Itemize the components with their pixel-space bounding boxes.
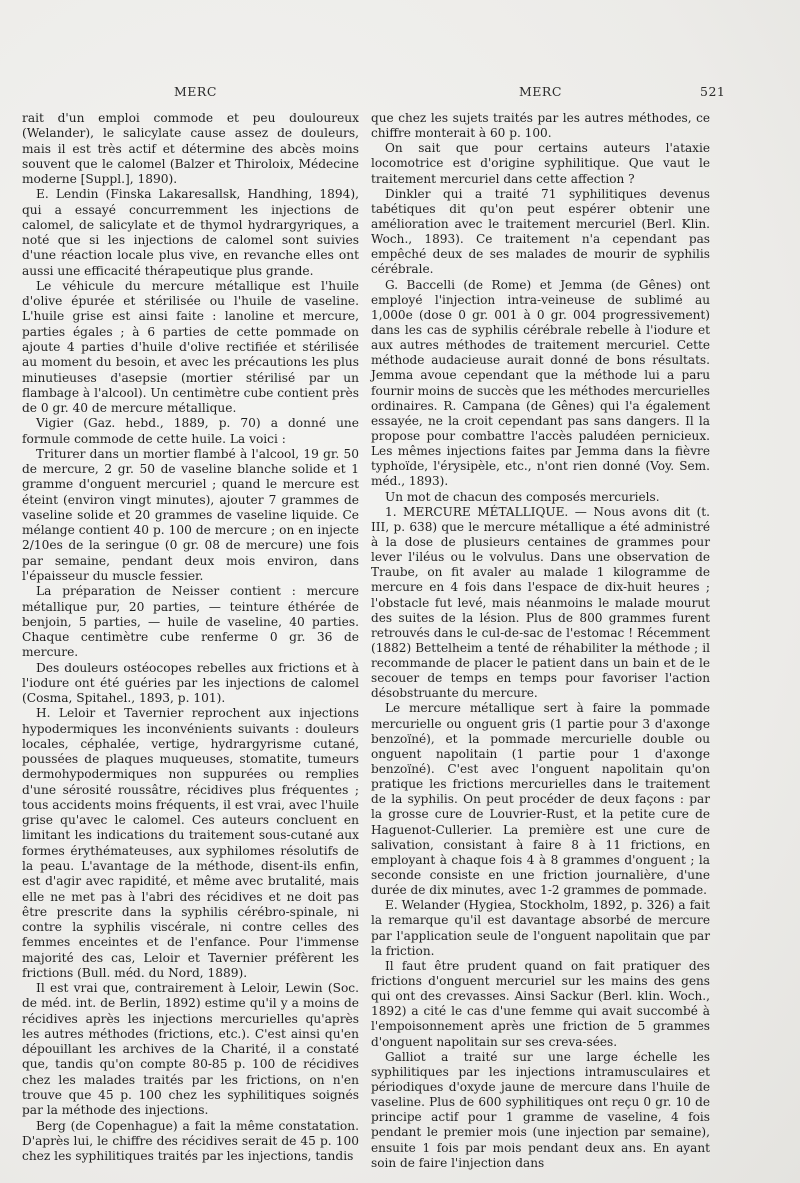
paragraph: Dinkler qui a traité 71 syphilitiques devenus tabétiques dit qu'on peut espérer obtenir une amélioration avec le traitement mercuriel (Berl. Klin. Woch., 1893). Ce traitement n'a cependant pas empêché deux de ses malades de mourir de syphilis cérébrale. xyxy=(371,186,710,277)
paragraph: G. Baccelli (de Rome) et Jemma (de Gênes) ont employé l'injection intra-veineuse de sublimé au 1,000e (dose 0 gr. 001 à 0 gr. 004 progressivement) dans les cas de syphilis cérébrale rebelle à l'iodure et aux autres méthodes de traitement mercuriel. Cette méthode audacieuse aurait donné de bons résultats. Jemma avoue cependant que la méthode lui a paru fournir moins de succès que les méthodes mercurielles ordinaires. R. Campana (de Gênes) qui l'a également essayée, ne la croit cependant pas sans dangers. Il la propose pour combattre l'accès paludéen pernicieux. Les mêmes injections faites par Jemma dans la fièvre typhoïde, l'érysipèle, etc., n'ont rien donné (Voy. Sem. méd., 1893). xyxy=(371,277,710,489)
paragraph: La préparation de Neisser contient : mercure métallique pur, 20 parties, — teinture éthérée de benjoin, 5 parties, — huile de vaseline, 40 parties. Chaque centimètre cube renferme 0 gr. 36 de mercure. xyxy=(22,584,359,660)
paragraph: Triturer dans un mortier flambé à l'alcool, 19 gr. 50 de mercure, 2 gr. 50 de vaseline blanche solide et 1 gramme d'onguent mercuriel ; quand le mercure est éteint (environ vingt minutes), ajouter 7 grammes de vaseline solide et 20 grammes de vaseline liquide. Ce mélange contient 40 p. 100 de mercure ; on en injecte 2/10es de la seringue (0 gr. 08 de mercure) une fois par semaine, pendant deux mois environ, dans l'épaisseur du muscle fessier. xyxy=(22,446,359,583)
running-head-left: MERC xyxy=(174,84,217,99)
paragraph: E. Lendin (Finska Lakaresallsk, Handhing, 1894), qui a essayé concurremment les injections de calomel, de salicylate et de thymol hydrargyriques, a noté que si les injections de calomel sont suivies d'une réaction locale plus vive, en revanche elles ont aussi une efficacité thérapeutique plus grande. xyxy=(22,187,359,278)
paragraph: Le véhicule du mercure métallique est l'huile d'olive épurée et stérilisée ou l'huile de vaseline. L'huile grise est ainsi faite : lanoline et mercure, parties égales ; à 6 parties de cette pommade on ajoute 4 parties d'huile d'olive rectifiée et stérilisée au moment du besoin, et avec les précautions les plus minutieuses d'asepsie (mortier stérilisé par un flambage à l'alcool). Un centimètre cube contient près de 0 gr. 40 de mercure métallique. xyxy=(22,278,359,416)
running-head-right: MERC xyxy=(519,84,562,99)
paragraph: Des douleurs ostéocopes rebelles aux frictions et à l'iodure ont été guéries par les injections de calomel (Cosma, Spitahel., 1893, p. 101). xyxy=(22,660,359,706)
paragraph: rait d'un emploi commode et peu douloureux (Welander), le salicylate cause assez de douleurs, mais il est très actif et détermine des abcès moins souvent que le calomel (Balzer et Thiroloix, Médecine moderne [Suppl.], 1890). xyxy=(22,111,359,187)
paragraph: Berg (de Copenhague) a fait la même constatation. D'après lui, le chiffre des récidives serait de 45 p. 100 chez les syphilitiques traités par les injections, tandis xyxy=(22,1118,359,1164)
right-column xyxy=(371,111,710,1171)
page-number: 521 xyxy=(700,84,726,99)
paragraph: Il est vrai que, contrairement à Leloir, Lewin (Soc. de méd. int. de Berlin, 1892) estime qu'il y a moins de récidives après les injections mercurielles qu'après les autres méthodes (frictions, etc.). C'est ainsi qu'en dépouillant les archives de la Charité, il a constaté que, tandis qu'on compte 80-85 p. 100 de récidives chez les malades traités par les frictions, on n'en trouve que 45 p. 100 chez les syphilitiques soignés par la méthode des injections. xyxy=(22,981,359,1118)
paragraph: Vigier (Gaz. hebd., 1889, p. 70) a donné une formule commode de cette huile. La voici : xyxy=(22,416,359,446)
paragraph: Un mot de chacun des composés mercuriels. xyxy=(385,489,660,504)
paragraph: E. Welander (Hygiea, Stockholm, 1892, p. 326) a fait la remarque qu'il est davantage absorbé de mercure par l'application seule de l'onguent napolitain que par la friction. xyxy=(371,898,710,958)
paragraph: que chez les sujets traités par les autres méthodes, ce chiffre monterait à 60 p. 100. xyxy=(371,111,710,141)
paragraph: 1. MERCURE MÉTALLIQUE. — Nous avons dit (t. III, p. 638) que le mercure métallique a été administré à la dose de plusieurs centaines de grammes pour lever l'iléus ou le volvulus. Dans une observation de Traube, on fit avaler au malade 1 kilogramme de mercure en 4 fois dans l'espace de dix-huit heures ; l'obstacle fut levé, mais néanmoins le malade mourut des suites de la lésion. Plus de 800 grammes furent retrouvés dans le cul-de-sac de l'estomac ! Récemment (1882) Bettelheim a tenté de réhabiliter la méthode ; il recommande de placer le patient dans un bain et de le secouer de temps en temps pour favoriser l'action désobstruante du mercure. xyxy=(371,504,710,701)
paragraph: Le mercure métallique sert à faire la pommade mercurielle ou onguent gris (1 partie pour 3 d'axonge benzoïné), et la pommade mercurielle double ou onguent napolitain (1 partie pour 1 d'axonge benzoïné). C'est avec l'onguent napolitain qu'on pratique les frictions mercurielles dans le traitement de la syphilis. On peut procéder de deux façons : par la grosse cure de Louvrier-Rust, et la petite cure de Haguenot-Cullerier. La première est une cure de salivation, consistant à faire 8 à 11 frictions, en employant à chaque fois 4 à 8 grammes d'onguent ; la seconde consiste en une friction journalière, d'une durée de dix minutes, avec 1-2 grammes de pommade. xyxy=(371,701,710,898)
paragraph: Galliot a traité sur une large échelle les syphilitiques par les injections intramusculaires et périodiques d'oxyde jaune de mercure dans l'huile de vaseline. Plus de 600 syphilitiques ont reçu 0 gr. 10 de principe actif pour 1 gramme de vaseline, 4 fois pendant le premier mois (une injection par semaine), ensuite 1 fois par mois pendant deux ans. En ayant soin de faire l'injection dans xyxy=(371,1049,710,1170)
paragraph: On sait que pour certains auteurs l'ataxie locomotrice est d'origine syphilitique. Que vaut le traitement mercuriel dans cette affection ? xyxy=(371,141,710,186)
left-column xyxy=(22,111,359,1164)
paragraph: Il faut être prudent quand on fait pratiquer des frictions d'onguent mercuriel sur les mains des gens qui ont des crevasses. Ainsi Sackur (Berl. klin. Woch., 1892) a cité le cas d'une femme qui avait succombé à l'empoisonnement après une friction de 5 grammes d'onguent napolitain sur ses creva-sées. xyxy=(371,958,710,1049)
paragraph: H. Leloir et Tavernier reprochent aux injections hypodermiques les inconvénients suivants : douleurs locales, céphalée, vertige, hydrargyrisme cutané, poussées de plaques muqueuses, stomatite, tumeurs dermohypodermiques non suppurées ou remplies d'une sérosité roussâtre, récidives plus fréquentes ; tous accidents moins fréquents, il est vrai, avec l'huile grise qu'avec le calomel. Ces auteurs concluent en limitant les indications du traitement sous-cutané aux formes érythémateuses, aux syphilomes résolutifs de la peau. L'avantage de la méthode, disent-ils enfin, est d'agir avec rapidité, et même avec brutalité, mais elle ne met pas à l'abri des récidives et ne doit pas être prescrite dans la syphilis cérébro-spinale, ni contre la syphilis viscérale, ni contre celles des femmes enceintes et de l'enfance. Pour l'immense majorité des cas, Leloir et Tavernier préfèrent les frictions (Bull. méd. du Nord, 1889). xyxy=(22,706,359,980)
